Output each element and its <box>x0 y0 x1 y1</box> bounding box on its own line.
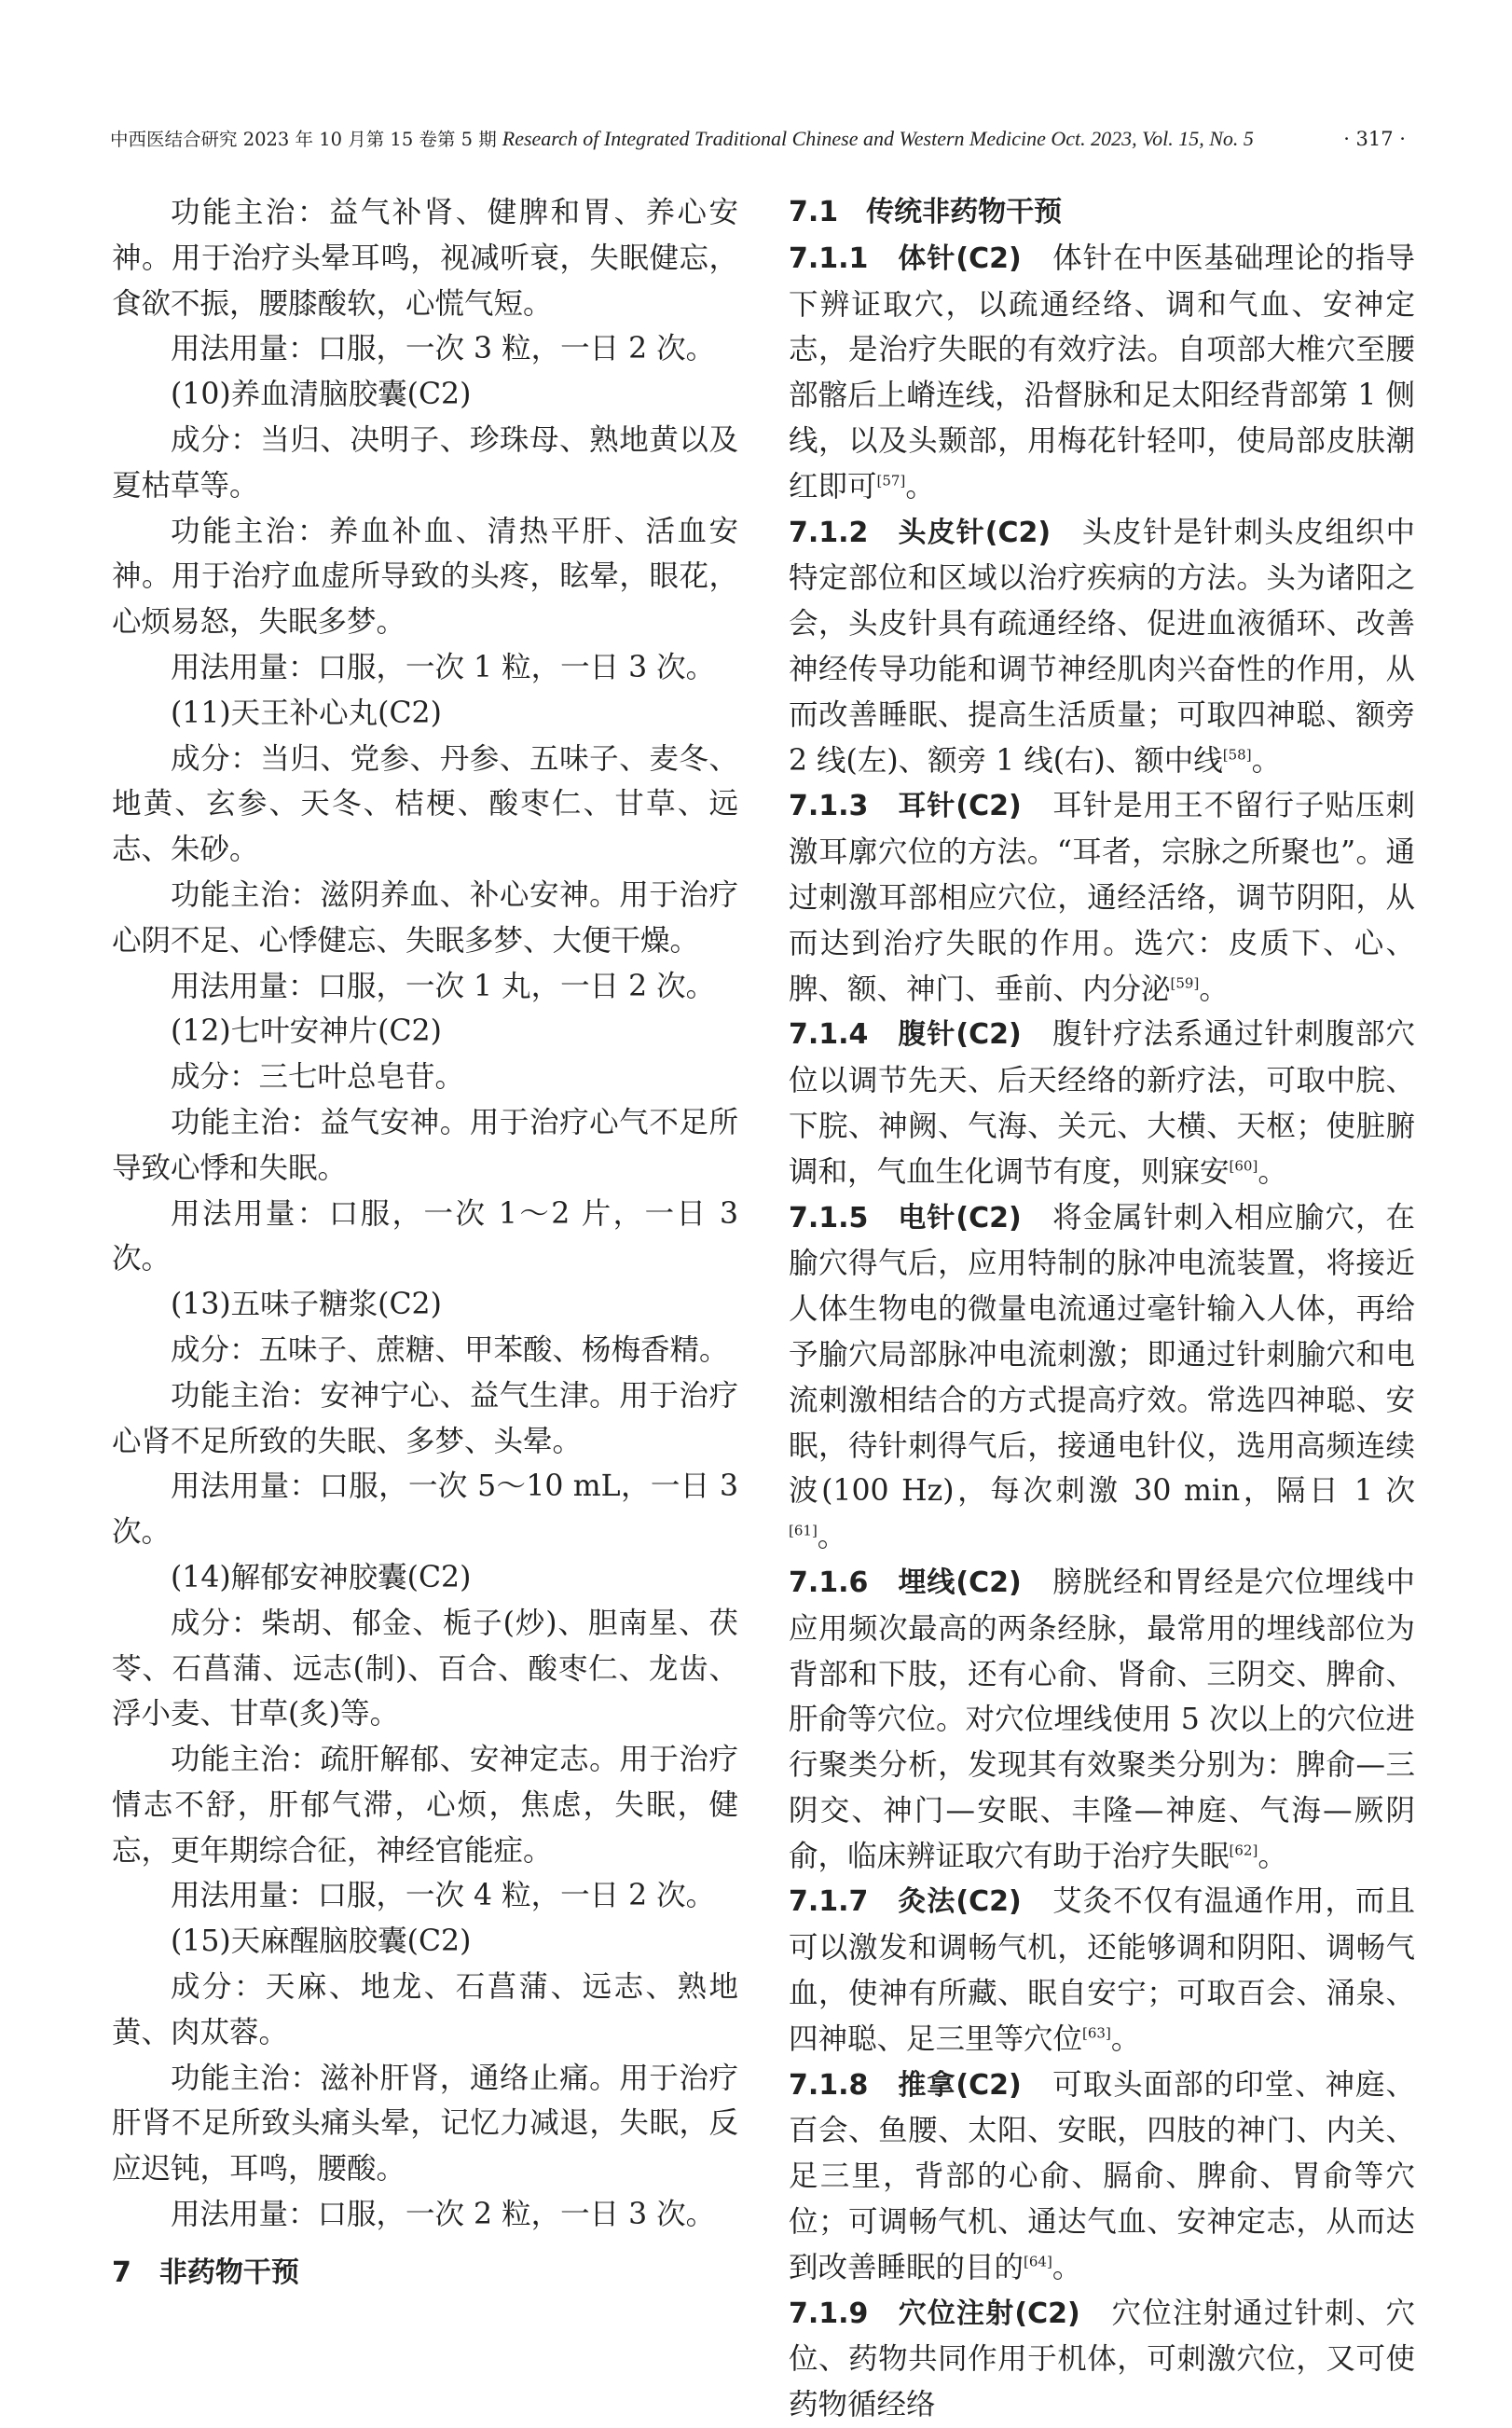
paragraph: 成分：当归、决明子、珍珠母、熟地黄以及夏枯草等。 <box>112 422 738 503</box>
punctuation: 。 <box>1258 1839 1287 1873</box>
section-heading-7: 7 非药物干预 <box>112 2256 299 2289</box>
drug-heading: (12)七叶安神片(C2) <box>171 1014 442 1049</box>
citation: [62] <box>1229 1842 1258 1859</box>
paragraph: 功能主治：疏肝解郁、安神定志。用于治疗情志不舒，肝郁气滞，心烦，焦虑，失眠，健忘，更年期综合征，神经官能症。 <box>112 1743 738 1868</box>
paragraph: 功能主治：养血补血、清热平肝、活血安神。用于治疗血虚所导致的头疼，眩晕，眼花，心烦易怒，失眠多梦。 <box>112 514 738 640</box>
punctuation: 。 <box>1199 972 1229 1006</box>
drug-heading: (13)五味子糖浆(C2) <box>171 1288 442 1322</box>
subsection-7-1-4 <box>789 1012 1415 1194</box>
journal-name-cn: 中西医结合研究 2023 年 10 月第 15 卷第 5 期 <box>110 129 497 150</box>
subsection-body: 可取头面部的印堂、神庭、百会、鱼腰、太阳、安眠，四肢的神门、内关、足三里，背部的心俞、膈俞、脾俞、胃俞等穴位；可调畅气机、通达气血、安神定志，从而达到改善睡眠的目的 <box>789 2067 1415 2284</box>
subsection-7-1-2 <box>789 510 1415 784</box>
subsection-7-1-7 <box>789 1879 1415 2062</box>
citation: [57] <box>876 472 906 490</box>
paragraph: 用法用量：口服，一次 1 粒，一日 3 次。 <box>171 650 716 684</box>
subsection-7-1-9 <box>789 2291 1415 2428</box>
page-number: · 317 · <box>1343 128 1406 150</box>
paragraph: 成分：当归、党参、丹参、五味子、麦冬、地黄、玄参、天冬、桔梗、酸枣仁、甘草、远志、朱砂。 <box>112 741 738 867</box>
punctuation: 。 <box>817 1520 847 1554</box>
paragraph: 功能主治：益气补肾、健脾和胃、养心安神。用于治疗头晕耳鸣，视减听衰，失眠健忘，食欲不振，腰膝酸软，心慌气短。 <box>112 196 738 321</box>
paragraph: 用法用量：口服，一次 2 粒，一日 3 次。 <box>171 2198 716 2232</box>
punctuation: 。 <box>1251 743 1282 778</box>
drug-heading: (14)解郁安神胶囊(C2) <box>171 1560 472 1594</box>
subsection-title: 7.1.4 腹针(C2) <box>789 1018 1022 1052</box>
subsection-body: 体针在中医基础理论的指导下辨证取穴，以疏通经络、调和气血、安神定志，是治疗失眠的有效疗法。自项部大椎穴至腰部髂后上嵴连线，沿督脉和足太阳经背部第 1 侧线，以及头颞部，用梅花针轻叩，使局部皮肤潮红即可 <box>789 241 1415 504</box>
running-header <box>110 125 1406 154</box>
subsection-7-1-3 <box>789 783 1415 1012</box>
subsection-7-1-1 <box>789 236 1415 510</box>
paragraph: 用法用量：口服，一次 3 粒，一日 2 次。 <box>171 332 716 366</box>
subsection-title: 7.1.8 推拿(C2) <box>789 2068 1022 2102</box>
paragraph: 用法用量：口服，一次 5～10 mL，一日 3 次。 <box>112 1469 738 1550</box>
subsection-title: 7.1.3 耳针(C2) <box>789 790 1022 823</box>
punctuation: 。 <box>1258 1154 1287 1189</box>
subsection-7-1-6 <box>789 1560 1415 1880</box>
drug-heading: (15)天麻醒脑胶囊(C2) <box>171 1924 472 1959</box>
subsection-body: 腹针疗法系通过针刺腹部穴位以调节先天、后天经络的新疗法，可取中脘、下脘、神阙、气海、关元、大横、天枢；使脏腑调和，气血生化调节有度，则寐安 <box>789 1017 1415 1189</box>
subsection-title: 7.1.5 电针(C2) <box>789 1201 1022 1235</box>
subsection-body: 穴位注射通过针刺、穴位、药物共同作用于机体，可刺激穴位，又可使药物循经络 <box>789 2296 1415 2422</box>
right-column <box>789 190 1415 2428</box>
subsection-title: 7.1.2 头皮针(C2) <box>789 516 1052 549</box>
punctuation: 。 <box>905 469 935 504</box>
paragraph: 用法用量：口服，一次 1～2 片，一日 3 次。 <box>112 1196 738 1276</box>
paragraph: 功能主治：滋补肝肾，通络止痛。用于治疗肝肾不足所致头痛头晕，记忆力减退，失眠，反应迟钝，耳鸣，腰酸。 <box>112 2061 738 2187</box>
left-column <box>112 190 738 2297</box>
paragraph: 成分：三七叶总皂苷。 <box>171 1060 465 1095</box>
paragraph: 用法用量：口服，一次 4 粒，一日 2 次。 <box>171 1879 716 1913</box>
citation: [61] <box>789 1522 818 1539</box>
subsection-body: 艾灸不仅有温通作用，而且可以激发和调畅气机，还能够调和阴阳、调畅气血，使神有所藏、眠自安宁；可取百会、涌泉、四神聪、足三里等穴位 <box>789 1884 1415 2056</box>
subsection-title: 7.1.7 灸法(C2) <box>789 1885 1022 1919</box>
section-heading-7-1: 7.1 传统非药物干预 <box>789 196 1063 228</box>
paragraph: 成分：五味子、蔗糖、甲苯酸、杨梅香精。 <box>171 1332 729 1367</box>
paragraph: 功能主治：安神宁心、益气生津。用于治疗心肾不足所致的失眠、多梦、头晕。 <box>112 1378 738 1458</box>
subsection-body: 头皮针是针刺头皮组织中特定部位和区域以治疗疾病的方法。头为诸阳之会，头皮针具有疏通经络、促进血液循环、改善神经传导功能和调节神经肌肉兴奋性的作用，从而改善睡眠、提高生活质量；可取四神聪、额旁 2 线(左)、额旁 1 线(右)、额中线 <box>789 515 1415 778</box>
subsection-body: 将金属针刺入相应腧穴，在腧穴得气后，应用特制的脉冲电流装置，将接近人体生物电的微量电流通过毫针输入人体，再给予腧穴局部脉冲电流刺激；即通过针刺腧穴和电流刺激相结合的方式提高疗效。常选四神聪、安眠，待针刺得气后，接通电针仪，选用高频连续波(100 Hz)，每次刺激 30 min，隔日 1 次 <box>789 1200 1415 1509</box>
subsection-7-1-8 <box>789 2062 1415 2291</box>
punctuation: 。 <box>1052 2250 1082 2284</box>
punctuation: 。 <box>1110 2021 1141 2056</box>
journal-name-en: Research of Integrated Traditional Chinese and Western Medicine Oct. 2023, Vol. 15, No. 5 <box>502 127 1254 150</box>
paragraph: 功能主治：益气安神。用于治疗心气不足所导致心悸和失眠。 <box>112 1105 738 1185</box>
citation: [64] <box>1024 2253 1052 2270</box>
subsection-body: 膀胱经和胃经是穴位埋线中应用频次最高的两条经脉，最常用的埋线部位为背部和下肢，还有心俞、肾俞、三阴交、脾俞、肝俞等穴位。对穴位埋线使用 5 次以上的穴位进行聚类分析，发现其有效聚类分别为：脾俞—三阴交、神门—安眠、丰隆—神庭、气海—厥阴俞，临床辨证取穴有助于治疗失眠 <box>789 1565 1415 1873</box>
paragraph: 功能主治：滋阴养血、补心安神。用于治疗心阴不足、心悸健忘、失眠多梦、大便干燥。 <box>112 877 738 958</box>
subsection-title: 7.1.6 埋线(C2) <box>789 1566 1022 1599</box>
subsection-title: 7.1.1 体针(C2) <box>789 241 1022 275</box>
subsection-7-1-5 <box>789 1195 1415 1560</box>
citation: [58] <box>1222 746 1252 764</box>
subsection-body: 耳针是用王不留行子贴压刺激耳廓穴位的方法。“耳者，宗脉之所聚也”。通过刺激耳部相应穴位，通经活络，调节阴阳，从而达到治疗失眠的作用。选穴：皮质下、心、脾、额、神门、垂前、内分泌 <box>789 789 1415 1006</box>
drug-heading: (11)天王补心丸(C2) <box>171 696 442 730</box>
paragraph: 成分：天麻、地龙、石菖蒲、远志、熟地黄、肉苁蓉。 <box>112 1970 738 2049</box>
subsection-title: 7.1.9 穴位注射(C2) <box>789 2297 1080 2330</box>
citation: [60] <box>1229 1157 1258 1175</box>
drug-heading: (10)养血清脑胶囊(C2) <box>171 378 472 412</box>
citation: [63] <box>1082 2024 1111 2042</box>
citation: [59] <box>1170 974 1200 992</box>
paragraph: 成分：柴胡、郁金、栀子(炒)、胆南星、茯苓、石菖蒲、远志(制)、百合、酸枣仁、龙齿、浮小麦、甘草(炙)等。 <box>112 1606 738 1731</box>
paragraph: 用法用量：口服，一次 1 丸，一日 2 次。 <box>171 969 716 1003</box>
